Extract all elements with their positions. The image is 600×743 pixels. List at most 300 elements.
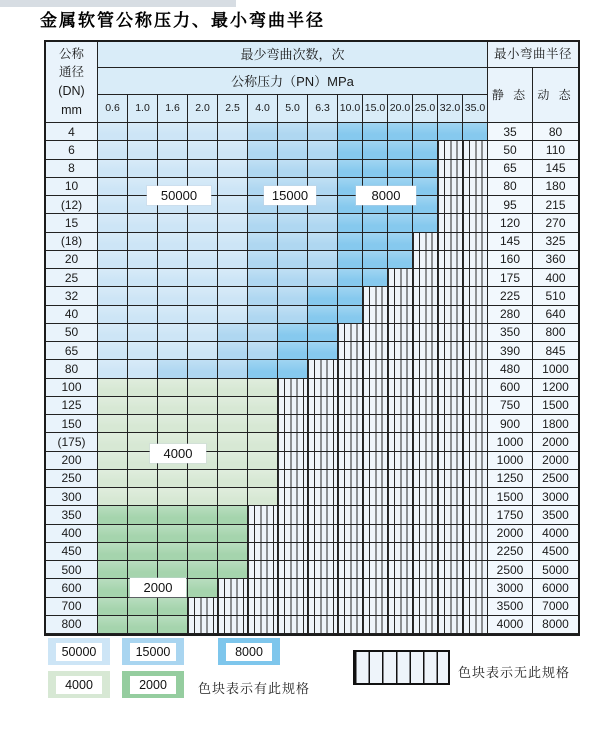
spec-cell-l — [98, 324, 128, 342]
spec-cell-l — [128, 306, 158, 324]
spec-cell-l — [158, 287, 188, 305]
region-label-50000: 50000 — [147, 186, 211, 205]
page-title: 金属软管公称压力、最小弯曲半径 — [40, 11, 325, 30]
spec-cell-b — [128, 506, 158, 524]
spec-cell-m — [218, 360, 248, 378]
spec-cell-h — [363, 561, 388, 579]
spec-cell-h — [338, 397, 363, 415]
dynamic-radius-cell: 640 — [533, 306, 578, 324]
spec-cell-h — [438, 196, 463, 214]
spec-cell-d — [338, 306, 363, 324]
spec-cell-h — [218, 616, 248, 634]
spec-cell-h — [388, 324, 413, 342]
spec-cell-h — [463, 379, 488, 397]
region-label-15000: 15000 — [264, 186, 316, 205]
spec-cell-d — [413, 141, 438, 159]
spec-cell-l — [158, 160, 188, 178]
spec-cell-d — [278, 360, 308, 378]
spec-cell-l — [128, 324, 158, 342]
static-radius-cell: 120 — [488, 214, 533, 232]
dn-cell: 350 — [46, 506, 98, 524]
spec-cell-l — [218, 269, 248, 287]
dn-cell: 25 — [46, 269, 98, 287]
spec-cell-b — [128, 598, 158, 616]
spec-cell-m — [308, 214, 338, 232]
spec-cell-h — [463, 543, 488, 561]
static-radius-cell: 750 — [488, 397, 533, 415]
spec-cell-b — [158, 506, 188, 524]
spec-cell-m — [158, 360, 188, 378]
static-radius-cell: 95 — [488, 196, 533, 214]
dynamic-radius-cell: 325 — [533, 233, 578, 251]
spec-cell-h — [438, 214, 463, 232]
spec-cell-h — [248, 616, 278, 634]
spec-cell-d — [363, 141, 388, 159]
spec-cell-a — [98, 397, 128, 415]
spec-cell-h — [438, 342, 463, 360]
spec-cell-h — [278, 525, 308, 543]
spec-cell-b — [188, 525, 218, 543]
dn-header-line: (DN) — [58, 84, 85, 98]
legend-value: 8000 — [226, 643, 272, 661]
spec-cell-h — [363, 360, 388, 378]
spec-cell-a — [98, 488, 128, 506]
static-radius-cell: 145 — [488, 233, 533, 251]
pressure-tick: 1.6 — [158, 95, 188, 123]
spec-table — [44, 40, 580, 636]
spec-cell-h — [388, 525, 413, 543]
dn-cell: 6 — [46, 141, 98, 159]
dn-cell: 700 — [46, 598, 98, 616]
spec-cell-l — [218, 196, 248, 214]
static-radius-cell: 350 — [488, 324, 533, 342]
spec-cell-h — [413, 470, 438, 488]
spec-cell-h — [463, 214, 488, 232]
static-radius-cell: 65 — [488, 160, 533, 178]
spec-cell-d — [388, 233, 413, 251]
spec-cell-h — [388, 360, 413, 378]
spec-cell-h — [363, 306, 388, 324]
spec-cell-h — [388, 598, 413, 616]
spec-cell-a — [158, 488, 188, 506]
dynamic-radius-cell: 1000 — [533, 360, 578, 378]
dynamic-radius-cell: 845 — [533, 342, 578, 360]
spec-cell-h — [308, 397, 338, 415]
spec-cell-m — [248, 324, 278, 342]
spec-cell-h — [463, 616, 488, 634]
spec-cell-b — [98, 543, 128, 561]
static-radius-cell: 80 — [488, 178, 533, 196]
spec-cell-l — [128, 269, 158, 287]
dn-cell: 300 — [46, 488, 98, 506]
legend-note-no-spec: 色块表示无此规格 — [458, 665, 571, 680]
spec-cell-h — [363, 324, 388, 342]
spec-cell-a — [248, 470, 278, 488]
spec-cell-h — [463, 269, 488, 287]
spec-cell-h — [463, 415, 488, 433]
spec-cell-h — [248, 506, 278, 524]
spec-cell-l — [188, 123, 218, 141]
pressure-tick: 0.6 — [98, 95, 128, 123]
spec-cell-b — [218, 525, 248, 543]
spec-cell-a — [218, 470, 248, 488]
static-radius-cell: 35 — [488, 123, 533, 141]
spec-cell-l — [158, 141, 188, 159]
spec-cell-l — [98, 269, 128, 287]
spec-cell-m — [248, 287, 278, 305]
spec-cell-h — [438, 397, 463, 415]
spec-cell-a — [128, 470, 158, 488]
spec-cell-m — [248, 269, 278, 287]
spec-cell-d — [338, 287, 363, 305]
spec-cell-m — [218, 342, 248, 360]
spec-cell-d — [308, 324, 338, 342]
spec-cell-d — [413, 160, 438, 178]
spec-cell-h — [463, 233, 488, 251]
legend-hatch-swatch — [353, 650, 450, 685]
dynamic-radius-cell: 110 — [533, 141, 578, 159]
dn-cell: 32 — [46, 287, 98, 305]
spec-cell-m — [248, 342, 278, 360]
dn-cell: 4 — [46, 123, 98, 141]
spec-cell-l — [128, 123, 158, 141]
spec-cell-h — [463, 324, 488, 342]
spec-cell-h — [338, 415, 363, 433]
static-radius-cell: 1250 — [488, 470, 533, 488]
spec-cell-l — [218, 178, 248, 196]
spec-cell-h — [338, 598, 363, 616]
spec-cell-h — [338, 616, 363, 634]
spec-cell-h — [308, 433, 338, 451]
spec-cell-a — [128, 488, 158, 506]
legend-value: 2000 — [130, 676, 176, 694]
spec-cell-h — [338, 561, 363, 579]
spec-cell-h — [308, 616, 338, 634]
spec-cell-h — [413, 415, 438, 433]
spec-cell-l — [128, 233, 158, 251]
spec-cell-l — [218, 233, 248, 251]
spec-cell-h — [388, 488, 413, 506]
spec-cell-l — [98, 306, 128, 324]
dn-cell: 250 — [46, 470, 98, 488]
spec-cell-d — [438, 123, 463, 141]
static-radius-cell: 280 — [488, 306, 533, 324]
spec-cell-h — [438, 160, 463, 178]
spec-cell-h — [413, 506, 438, 524]
dn-cell: 65 — [46, 342, 98, 360]
dynamic-radius-cell: 3500 — [533, 506, 578, 524]
spec-cell-b — [218, 506, 248, 524]
spec-cell-h — [388, 561, 413, 579]
spec-cell-h — [438, 543, 463, 561]
dn-cell: 200 — [46, 452, 98, 470]
spec-cell-l — [158, 342, 188, 360]
pressure-tick: 5.0 — [278, 95, 308, 123]
spec-cell-a — [248, 452, 278, 470]
spec-cell-h — [463, 287, 488, 305]
spec-cell-h — [363, 525, 388, 543]
spec-cell-a — [158, 470, 188, 488]
spec-cell-d — [363, 160, 388, 178]
spec-cell-h — [438, 598, 463, 616]
spec-cell-b — [158, 561, 188, 579]
spec-cell-m — [248, 233, 278, 251]
spec-cell-b — [188, 543, 218, 561]
spec-cell-h — [388, 287, 413, 305]
spec-cell-h — [338, 488, 363, 506]
static-radius-cell: 2000 — [488, 525, 533, 543]
dynamic-radius-cell: 8000 — [533, 616, 578, 634]
spec-cell-d — [278, 342, 308, 360]
spec-cell-l — [128, 360, 158, 378]
dn-cell: 800 — [46, 616, 98, 634]
spec-cell-h — [388, 433, 413, 451]
spec-cell-l — [98, 287, 128, 305]
spec-cell-h — [438, 579, 463, 597]
spec-cell-l — [188, 342, 218, 360]
spec-cell-h — [363, 452, 388, 470]
spec-cell-h — [463, 579, 488, 597]
dynamic-radius-cell: 6000 — [533, 579, 578, 597]
spec-cell-a — [158, 397, 188, 415]
spec-cell-m — [278, 160, 308, 178]
pressure-tick: 6.3 — [308, 95, 338, 123]
pressure-tick: 1.0 — [128, 95, 158, 123]
static-radius-cell: 390 — [488, 342, 533, 360]
spec-cell-h — [438, 360, 463, 378]
spec-cell-h — [363, 598, 388, 616]
dn-cell: 50 — [46, 324, 98, 342]
spec-cell-m — [278, 287, 308, 305]
spec-cell-h — [388, 415, 413, 433]
spec-cell-h — [438, 525, 463, 543]
dynamic-radius-cell: 1500 — [533, 397, 578, 415]
spec-cell-h — [278, 598, 308, 616]
spec-cell-m — [278, 233, 308, 251]
spec-cell-h — [413, 397, 438, 415]
spec-cell-h — [218, 579, 248, 597]
spec-cell-h — [363, 379, 388, 397]
spec-cell-m — [308, 160, 338, 178]
spec-cell-h — [388, 397, 413, 415]
spec-cell-m — [248, 123, 278, 141]
dynamic-radius-cell: 7000 — [533, 598, 578, 616]
spec-cell-h — [278, 379, 308, 397]
spec-cell-h — [248, 543, 278, 561]
pressure-tick: 2.5 — [218, 95, 248, 123]
spec-cell-h — [413, 616, 438, 634]
spec-cell-m — [218, 324, 248, 342]
dynamic-radius-cell: 360 — [533, 251, 578, 269]
dn-header-line: 公称 — [58, 46, 84, 61]
spec-cell-h — [413, 342, 438, 360]
legend-value: 15000 — [130, 643, 176, 661]
spec-cell-h — [308, 543, 338, 561]
spec-cell-h — [438, 324, 463, 342]
spec-cell-h — [338, 452, 363, 470]
spec-cell-l — [128, 214, 158, 232]
dynamic-radius-cell: 800 — [533, 324, 578, 342]
spec-cell-m — [248, 251, 278, 269]
spec-cell-l — [218, 251, 248, 269]
spec-cell-a — [158, 415, 188, 433]
static-radius-cell: 225 — [488, 287, 533, 305]
legend-value: 50000 — [56, 643, 102, 661]
dn-cell: 125 — [46, 397, 98, 415]
dn-cell: 15 — [46, 214, 98, 232]
spec-cell-h — [463, 196, 488, 214]
spec-cell-h — [388, 543, 413, 561]
spec-cell-m — [308, 123, 338, 141]
min-radius-header: 最小弯曲半径 — [488, 42, 578, 68]
spec-cell-h — [218, 598, 248, 616]
static-radius-cell: 900 — [488, 415, 533, 433]
spec-cell-d — [248, 360, 278, 378]
spec-cell-l — [218, 123, 248, 141]
static-radius-cell: 2250 — [488, 543, 533, 561]
spec-cell-h — [438, 616, 463, 634]
legend-swatch-4000 — [48, 671, 110, 698]
region-label-4000: 4000 — [150, 444, 206, 463]
spec-cell-h — [438, 269, 463, 287]
spec-cell-l — [98, 178, 128, 196]
spec-cell-a — [188, 415, 218, 433]
spec-cell-m — [248, 141, 278, 159]
spec-cell-a — [218, 415, 248, 433]
spec-cell-l — [98, 214, 128, 232]
spec-cell-a — [248, 488, 278, 506]
spec-cell-a — [248, 379, 278, 397]
spec-cell-m — [308, 233, 338, 251]
spec-cell-l — [188, 233, 218, 251]
spec-cell-m — [188, 360, 218, 378]
spec-cell-h — [413, 379, 438, 397]
spec-cell-h — [413, 598, 438, 616]
spec-cell-m — [308, 251, 338, 269]
spec-cell-h — [278, 488, 308, 506]
spec-cell-d — [388, 123, 413, 141]
spec-cell-d — [413, 123, 438, 141]
pressure-tick: 20.0 — [388, 95, 413, 123]
legend-swatch-50000 — [48, 638, 110, 665]
spec-cell-m — [278, 306, 308, 324]
spec-cell-d — [388, 214, 413, 232]
spec-cell-d — [338, 233, 363, 251]
spec-cell-h — [438, 433, 463, 451]
dynamic-radius-cell: 1800 — [533, 415, 578, 433]
spec-cell-h — [278, 616, 308, 634]
spec-cell-b — [98, 616, 128, 634]
dn-header-line: 通径 — [58, 65, 84, 80]
spec-cell-h — [338, 433, 363, 451]
dynamic-radius-cell: 180 — [533, 178, 578, 196]
spec-cell-a — [248, 433, 278, 451]
spec-cell-a — [98, 452, 128, 470]
spec-cell-h — [363, 415, 388, 433]
spec-cell-m — [248, 160, 278, 178]
spec-cell-h — [413, 251, 438, 269]
spec-cell-h — [413, 452, 438, 470]
spec-cell-a — [188, 379, 218, 397]
pressure-tick: 4.0 — [248, 95, 278, 123]
dn-cell: 100 — [46, 379, 98, 397]
spec-cell-h — [363, 579, 388, 597]
spec-cell-h — [338, 543, 363, 561]
spec-cell-b — [128, 543, 158, 561]
spec-cell-h — [308, 379, 338, 397]
spec-cell-h — [363, 397, 388, 415]
spec-cell-b — [98, 525, 128, 543]
static-radius-cell: 1000 — [488, 433, 533, 451]
spec-cell-d — [338, 269, 363, 287]
static-radius-cell: 1750 — [488, 506, 533, 524]
spec-cell-l — [98, 342, 128, 360]
spec-cell-l — [218, 214, 248, 232]
spec-cell-h — [463, 397, 488, 415]
spec-cell-h — [278, 579, 308, 597]
dn-cell: 20 — [46, 251, 98, 269]
static-radius-cell: 160 — [488, 251, 533, 269]
spec-cell-h — [278, 561, 308, 579]
spec-cell-h — [308, 561, 338, 579]
spec-cell-h — [438, 379, 463, 397]
spec-cell-h — [388, 579, 413, 597]
spec-cell-h — [438, 178, 463, 196]
dynamic-radius-cell: 80 — [533, 123, 578, 141]
region-label-8000: 8000 — [356, 186, 416, 205]
spec-cell-a — [218, 379, 248, 397]
spec-cell-h — [338, 360, 363, 378]
spec-cell-m — [278, 214, 308, 232]
spec-cell-d — [278, 324, 308, 342]
spec-cell-l — [158, 306, 188, 324]
dn-cell: 450 — [46, 543, 98, 561]
spec-cell-h — [438, 470, 463, 488]
spec-cell-l — [218, 160, 248, 178]
spec-cell-b — [98, 579, 128, 597]
spec-cell-h — [363, 287, 388, 305]
spec-cell-b — [158, 616, 188, 634]
static-radius-cell: 2500 — [488, 561, 533, 579]
spec-cell-h — [388, 616, 413, 634]
static-radius-cell: 3500 — [488, 598, 533, 616]
dynamic-radius-cell: 2000 — [533, 433, 578, 451]
dn-cell: 600 — [46, 579, 98, 597]
spec-cell-b — [218, 561, 248, 579]
spec-cell-l — [98, 360, 128, 378]
pressure-tick: 32.0 — [438, 95, 463, 123]
spec-cell-a — [98, 470, 128, 488]
region-label-2000: 2000 — [130, 578, 186, 597]
static-radius-cell: 175 — [488, 269, 533, 287]
spec-cell-h — [308, 598, 338, 616]
spec-cell-h — [463, 433, 488, 451]
spec-cell-h — [363, 433, 388, 451]
spec-cell-d — [308, 306, 338, 324]
spec-cell-l — [218, 287, 248, 305]
spec-cell-l — [188, 269, 218, 287]
spec-cell-l — [98, 141, 128, 159]
spec-cell-a — [248, 415, 278, 433]
spec-cell-l — [188, 214, 218, 232]
dynamic-column-header: 动 态 — [533, 68, 578, 123]
spec-cell-h — [438, 233, 463, 251]
spec-cell-b — [158, 525, 188, 543]
spec-cell-m — [248, 306, 278, 324]
spec-cell-h — [463, 452, 488, 470]
spec-cell-h — [308, 525, 338, 543]
pressure-tick: 25.0 — [413, 95, 438, 123]
